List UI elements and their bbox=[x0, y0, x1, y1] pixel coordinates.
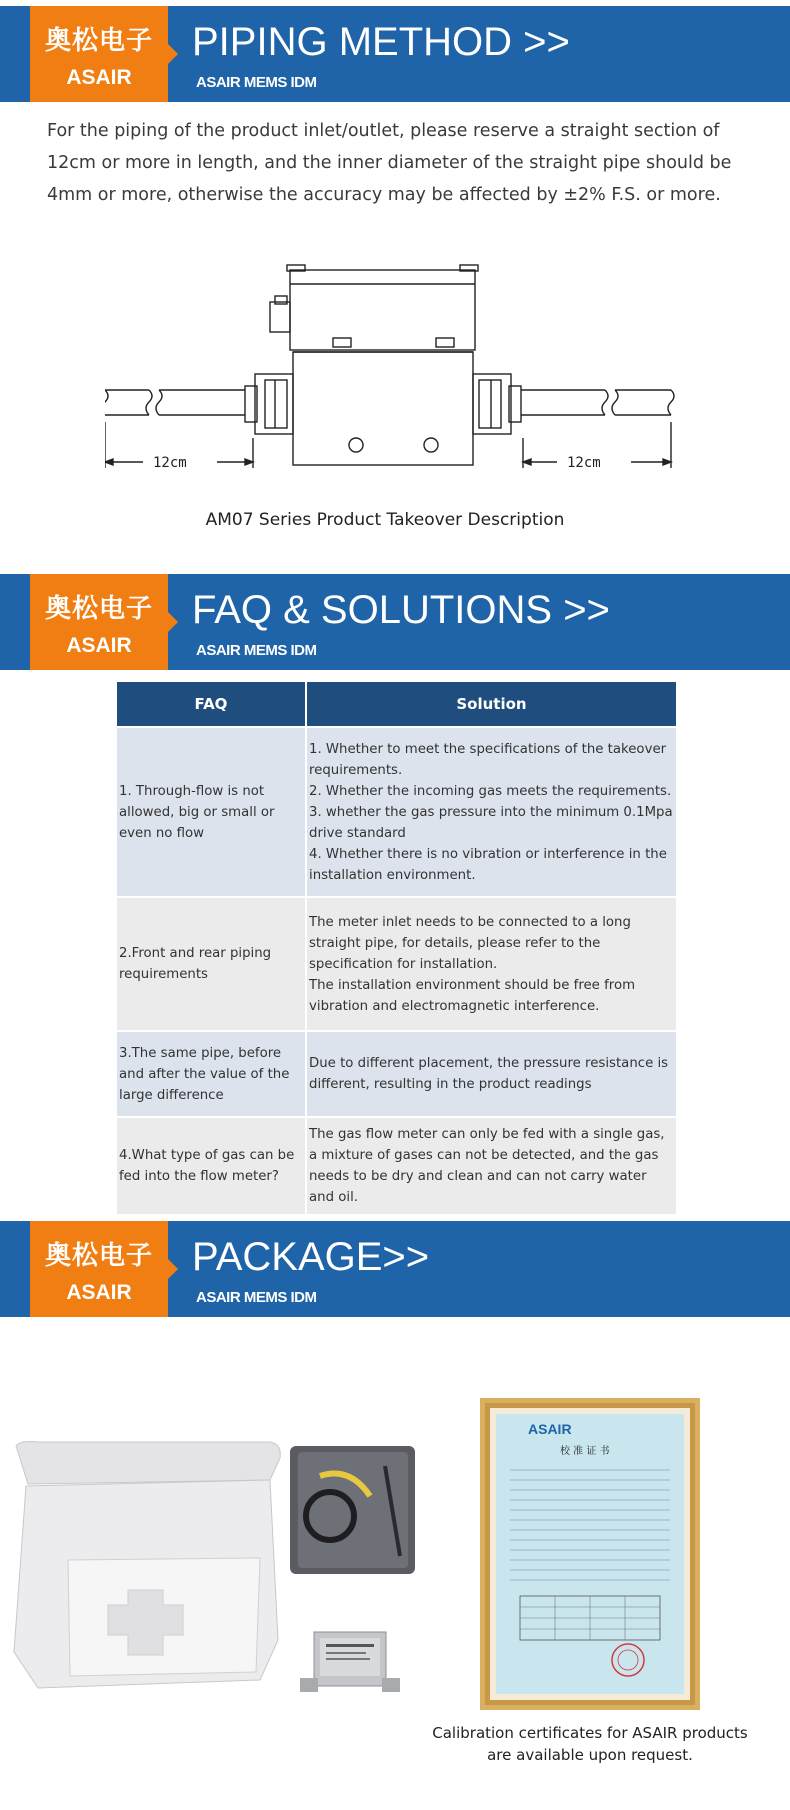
solution-line: 1. Whether to meet the specifications of the takeover requirements. bbox=[309, 741, 667, 778]
section-title: FAQ & SOLUTIONS >> bbox=[192, 588, 610, 632]
faq-table bbox=[115, 680, 678, 1216]
solution-line: The installation environment should be free from vibration and electromagnetic interference. bbox=[309, 977, 636, 1014]
solution-line: 2. Whether the incoming gas meets the requirements. bbox=[309, 783, 672, 799]
asair-logo bbox=[30, 1221, 168, 1317]
diagram-caption: AM07 Series Product Takeover Description bbox=[205, 510, 565, 530]
logo-chinese-text: 奥松电子 bbox=[44, 26, 153, 56]
faq-question: 3.The same pipe, before and after the value of the large difference bbox=[117, 1032, 305, 1116]
faq-solution bbox=[307, 898, 676, 1030]
logo-chinese-text: 奥松电子 bbox=[44, 594, 153, 624]
dimension-label-right: 12cm bbox=[567, 455, 601, 471]
certificate-caption-line: are available upon request. bbox=[487, 1746, 693, 1764]
faq-solution bbox=[307, 1118, 676, 1214]
piping-description: For the piping of the product inlet/outlet, please reserve a straight section of 12cm or more in length, and the inner diameter of the straight pipe should be 4mm or more, otherwise the accuracy may be affected by ±2% F.S. or more. bbox=[47, 121, 732, 205]
flow-meter-image bbox=[300, 1630, 400, 1702]
table-row bbox=[117, 728, 676, 896]
logo-english-text: ASAIR bbox=[66, 66, 132, 89]
solution-line: 4. Whether there is no vibration or interference in the installation environment. bbox=[309, 846, 667, 883]
dimension-label-left: 12cm bbox=[153, 455, 187, 471]
packaging-box-image bbox=[8, 1440, 283, 1695]
faq-solution bbox=[307, 728, 676, 896]
section-banner-package bbox=[0, 1221, 790, 1317]
certificate-title: 校 准 证 书 bbox=[560, 1446, 610, 1457]
solution-header: Solution bbox=[307, 682, 676, 726]
table-row bbox=[117, 898, 676, 1030]
certificate-caption-line: Calibration certificates for ASAIR products bbox=[432, 1724, 748, 1742]
faq-question: 4.What type of gas can be fed into the flow meter? bbox=[117, 1118, 305, 1214]
section-subtitle: ASAIR MEMS IDM bbox=[196, 1289, 317, 1306]
asair-logo bbox=[30, 574, 168, 670]
piping-diagram bbox=[105, 262, 685, 477]
faq-question: 1. Through-flow is not allowed, big or small or even no flow bbox=[117, 728, 305, 896]
solution-line: Due to different placement, the pressure resistance is different, resulting in the product readings bbox=[309, 1056, 669, 1092]
logo-english-text: ASAIR bbox=[66, 634, 132, 657]
section-banner-piping bbox=[0, 6, 790, 102]
calibration-certificate-image bbox=[480, 1398, 700, 1710]
section-banner-faq bbox=[0, 574, 790, 670]
certificate-brand: ASAIR bbox=[528, 1421, 572, 1437]
faq-solution bbox=[307, 1032, 676, 1116]
solution-line: 3. whether the gas pressure into the minimum 0.1Mpa drive standard bbox=[309, 804, 673, 841]
solution-line: The gas flow meter can only be fed with a single gas, a mixture of gases can not be detected, and the gas needs to be dry and clean and can not carry water and oil. bbox=[309, 1127, 665, 1205]
table-row bbox=[117, 1118, 676, 1214]
certificate-caption bbox=[430, 1722, 750, 1766]
faq-header: FAQ bbox=[117, 682, 305, 726]
solution-line: The meter inlet needs to be connected to a long straight pipe, for details, please refer to the specification for installation. bbox=[309, 914, 631, 972]
asair-logo bbox=[30, 6, 168, 102]
logo-english-text: ASAIR bbox=[66, 1281, 132, 1304]
logo-chinese-text: 奥松电子 bbox=[44, 1241, 153, 1271]
table-row bbox=[117, 1032, 676, 1116]
faq-question: 2.Front and rear piping requirements bbox=[117, 898, 305, 1030]
section-title: PACKAGE>> bbox=[192, 1235, 430, 1279]
sealed-bag-image bbox=[290, 1446, 420, 1576]
section-subtitle: ASAIR MEMS IDM bbox=[196, 642, 317, 659]
section-subtitle: ASAIR MEMS IDM bbox=[196, 74, 317, 91]
section-title: PIPING METHOD >> bbox=[192, 20, 570, 64]
